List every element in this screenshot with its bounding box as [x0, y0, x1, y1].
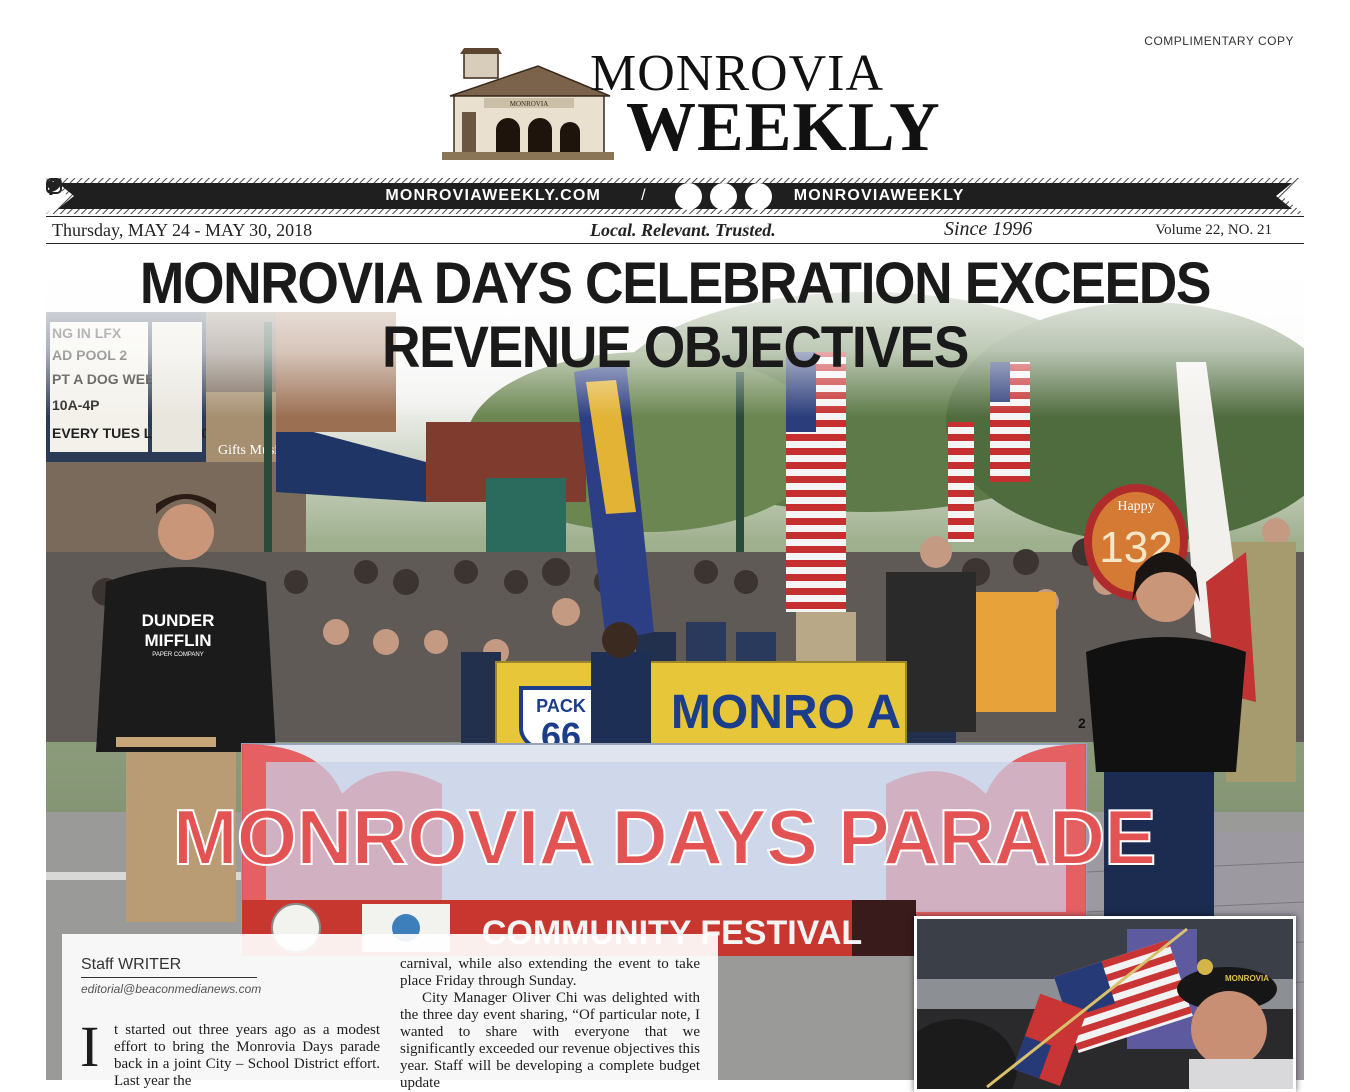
website-link[interactable]: MONROVIAWEEKLY.COM: [385, 187, 602, 204]
masthead-title-line1: MONROVIA: [590, 45, 884, 102]
inset-photo: [914, 916, 1296, 1092]
author-email[interactable]: editorial@beaconmedianews.com: [81, 982, 262, 996]
headline-line-1: MONROVIA DAYS CELEBRATION EXCEEDS: [139, 251, 1211, 316]
building-sign-text: MONROVIA: [509, 100, 549, 108]
social-handle[interactable]: MONROVIAWEEKLY: [793, 187, 965, 204]
dateline-bar: [46, 216, 1304, 244]
veteran-with-flag-scene: [917, 919, 1293, 1089]
complimentary-copy-label: COMPLIMENTARY COPY: [1144, 34, 1294, 48]
drop-cap: I: [80, 1014, 100, 1079]
byline-rule: [81, 977, 257, 978]
masthead-title-line2: WEEKLY: [626, 89, 941, 166]
byline: Staff WRITER: [81, 956, 182, 973]
ribbon-separator: /: [641, 187, 647, 204]
headline: [96, 252, 1253, 380]
article-paragraph: City Manager Oliver Chi was delighted with the three day event sharing, “Of particular note, I wanted to share with everyone that we significantly exceeded our revenue objectives this year. Staff will be developing a complete budget update: [400, 990, 700, 1091]
volume-number: Volume 22, NO. 21: [1155, 222, 1272, 238]
cap-text: MONROVIA: [1225, 974, 1269, 983]
article-paragraph: carnival, while also extending the event to take place Friday through Sunday.: [400, 956, 700, 989]
slogan: Local. Relevant. Trusted.: [590, 220, 776, 240]
article-column-1: t started out three years ago as a modest effort to bring the Monrovia Days parade back in a joint City – School District effort. Last year the: [114, 1022, 380, 1089]
twitter-icon[interactable]: [675, 183, 702, 210]
article-box: [62, 934, 718, 1091]
social-ribbon: [46, 178, 1304, 214]
issue-date: Thursday, MAY 24 - MAY 30, 2018: [52, 220, 313, 240]
headline-line-2: REVENUE OBJECTIVES: [381, 315, 968, 380]
instagram-icon[interactable]: [745, 183, 772, 210]
city-hall-building-logo: [442, 46, 614, 160]
article-column-2: [400, 956, 700, 1092]
since-year: Since 1996: [944, 218, 1033, 240]
masthead: [440, 44, 941, 166]
facebook-icon[interactable]: [710, 183, 737, 210]
